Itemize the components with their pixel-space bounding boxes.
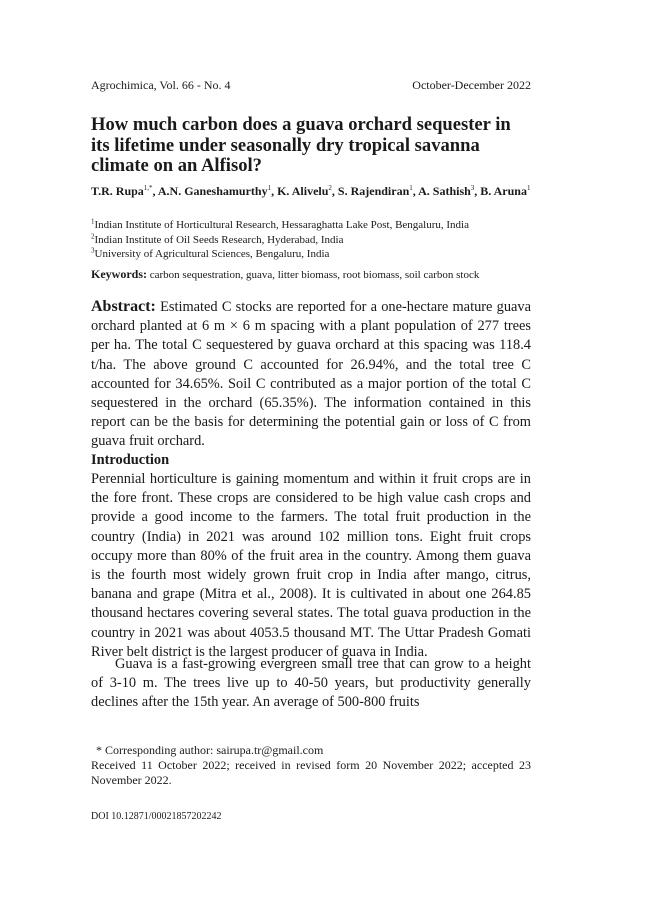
affiliation: $^1$Indian Institute of Horticultural Research, Hessaraghatta Lake Post, Bengaluru, India	[91, 217, 469, 231]
footnote	[91, 743, 531, 788]
keywords-label: Keywords:	[91, 267, 147, 281]
journal-citation: Agrochimica, Vol. 66 - No. 4	[91, 78, 231, 92]
author: T.R. Rupa$^{1,*}$	[91, 184, 153, 198]
author: B. Aruna$^1$	[480, 184, 531, 198]
issue-date: October-December 2022	[412, 78, 531, 92]
abstract	[91, 297, 531, 452]
intro-paragraph-2: Guava is a fast-growing evergreen small tree that can grow to a height of 3-10 m. The trees live up to 40-50 years, but productivity generally declines after the 15th year. An average of 500-800 fruits	[91, 656, 531, 711]
author-list: T.R. Rupa$^{1,*}$, A.N. Ganeshamurthy$^1$, K. Alivelu$^2$, S. Rajendiran$^1$, A. Sathish$^3$, B. Aruna$^1$	[91, 184, 531, 198]
author: S. Rajendiran$^1$	[337, 184, 413, 198]
running-head	[91, 78, 531, 93]
abstract-text: Estimated C stocks are reported for a one-hectare mature guava orchard planted at 6 m × 6 m spacing with a plant population of 277 trees per ha. The total C sequestered by guava orchard at this spacing was 118.4 t/ha. The above ground C accounted for 26.94%, and the total tree C accounted for 34.65%. Soil C contributed as a major portion of the total C sequestered in the orchard (65.35%). The information contained in this report can be the basis for determining the potential gain or loss of C from guava fruit orchard.	[91, 299, 531, 450]
keywords-text: carbon sequestration, guava, litter biomass, root biomass, soil carbon stock	[149, 269, 480, 281]
affiliation: $^2$Indian Institute of Oil Seeds Research, Hyderabad, India	[91, 231, 344, 246]
abstract-label: Abstract:	[91, 298, 156, 315]
received-dates: Received 11 October 2022; received in revised form 20 November 2022; accepted 23 November 2022.	[91, 758, 531, 787]
article-title: How much carbon does a guava orchard sequester in its lifetime under seasonally dry tropical savanna climate on an Alfisol?	[91, 114, 511, 176]
author: A. Sathish$^3$	[418, 184, 475, 198]
intro-paragraph-1: Perennial horticulture is gaining momentum and within it fruit crops are in the fore front. These crops are considered to be high value cash crops and provide a good income to the farmers. The total fruit production in the country (India) in 2021 was around 102 million tons. Eight fruit crops occupy more than 80% of the fruit area in the country. Among them guava is the fourth most widely grown fruit crop in India after mango, citrus, banana and grape (Mitra et al., 2008). It is cultivated in about one 264.85 thousand hectares covering several states. The total guava production in the country in 2021 was about 4053.5 thousand MT. The Uttar Pradesh Gomati River belt district is the largest producer of guava in India.	[91, 471, 531, 660]
affiliations	[91, 218, 531, 262]
keywords	[91, 267, 531, 282]
author: K. Alivelu$^2$	[277, 184, 332, 198]
section-heading-introduction: Introduction	[91, 452, 170, 468]
doi: DOI 10.12871/00021857202242	[91, 811, 222, 822]
author: A.N. Ganeshamurthy$^1$	[157, 184, 272, 198]
affiliation: $^3$University of Agricultural Sciences, Bengaluru, India	[91, 246, 330, 260]
corresponding-author: * Corresponding author: sairupa.tr@gmail.com	[96, 743, 324, 757]
